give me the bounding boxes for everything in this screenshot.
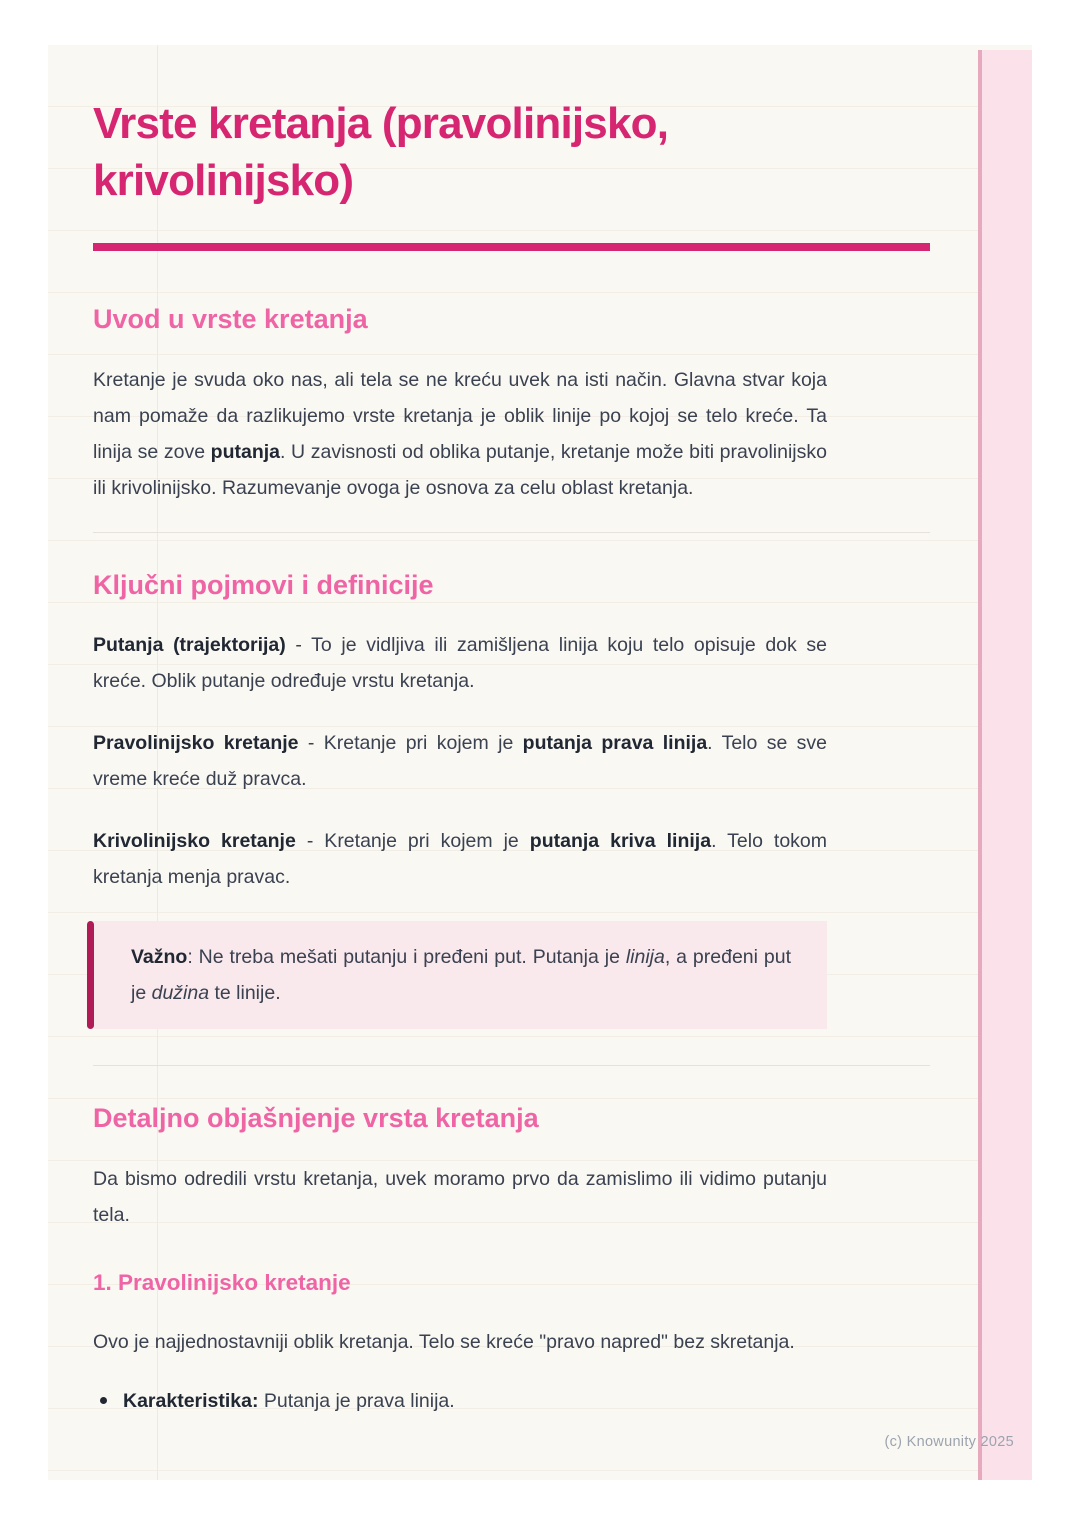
definition-krivolinijsko: Krivolinijsko kretanje - Kretanje pri kojem je putanja kriva linija. Telo tokom kretanja menja pravac. — [93, 830, 828, 889]
side-stripe — [978, 50, 1032, 1480]
subsection-heading-pravolinijsko: 1. Pravolinijsko kretanje — [93, 1269, 351, 1295]
intro-paragraph: Kretanje je svuda oko nas, ali tela se ne kreću uvek na isti način. Glavna stvar koja nam pomaže da razlikujemo vrste kretanja je oblik linije po kojoj se telo kreće. Ta linija se zove putanja. U zavisnosti od oblika putanje, kretanje može biti pravolinijsko ili krivolinijsko. Razumevanje ovoga je osnova za celu oblast kretanja. — [93, 368, 827, 499]
page-title: Vrste kretanja (pravolinijsko, krivolinijsko) — [93, 99, 669, 206]
list-item — [123, 1386, 827, 1416]
bullet-list — [93, 1386, 827, 1416]
bullet-dot-icon — [100, 1397, 107, 1404]
callout-text: Važno: Ne treba mešati putanju i pređeni put. Putanja je linija, a pređeni put je dužina te linije. — [131, 946, 791, 1005]
subsection-paragraph: Ovo je najjednostavniji oblik kretanja. Telo se kreće "pravo napred" bez skretanja. — [93, 1330, 795, 1353]
document-content — [93, 45, 930, 1416]
section-divider — [93, 532, 930, 533]
section-heading-intro: Uvod u vrste kretanja — [93, 304, 368, 335]
notebook-paper — [48, 45, 1032, 1480]
explanation-paragraph: Da bismo odredili vrstu kretanja, uvek moramo prvo da zamislimo ili vidimo putanju tela. — [93, 1167, 827, 1226]
watermark: (c) Knowunity 2025 — [884, 1434, 1014, 1450]
definition-pravolinijsko: Pravolinijsko kretanje - Kretanje pri kojem je putanja prava linija. Telo se sve vreme kreće duž pravca. — [93, 732, 828, 791]
callout-accent-bar — [87, 921, 94, 1029]
important-callout — [87, 921, 827, 1029]
definition-putanja: Putanja (trajektorija) - To je vidljiva ili zamišljena linija koju telo opisuje dok se kreće. Oblik putanje određuje vrstu kretanja. — [93, 634, 827, 693]
section-heading-key-terms: Ključni pojmovi i definicije — [93, 569, 434, 600]
title-underline — [93, 243, 930, 251]
list-item-text: Karakteristika: Putanja je prava linija. — [123, 1389, 455, 1412]
section-divider — [93, 1065, 930, 1066]
callout-box — [94, 921, 827, 1029]
section-heading-explanation: Detaljno objašnjenje vrsta kretanja — [93, 1103, 539, 1134]
